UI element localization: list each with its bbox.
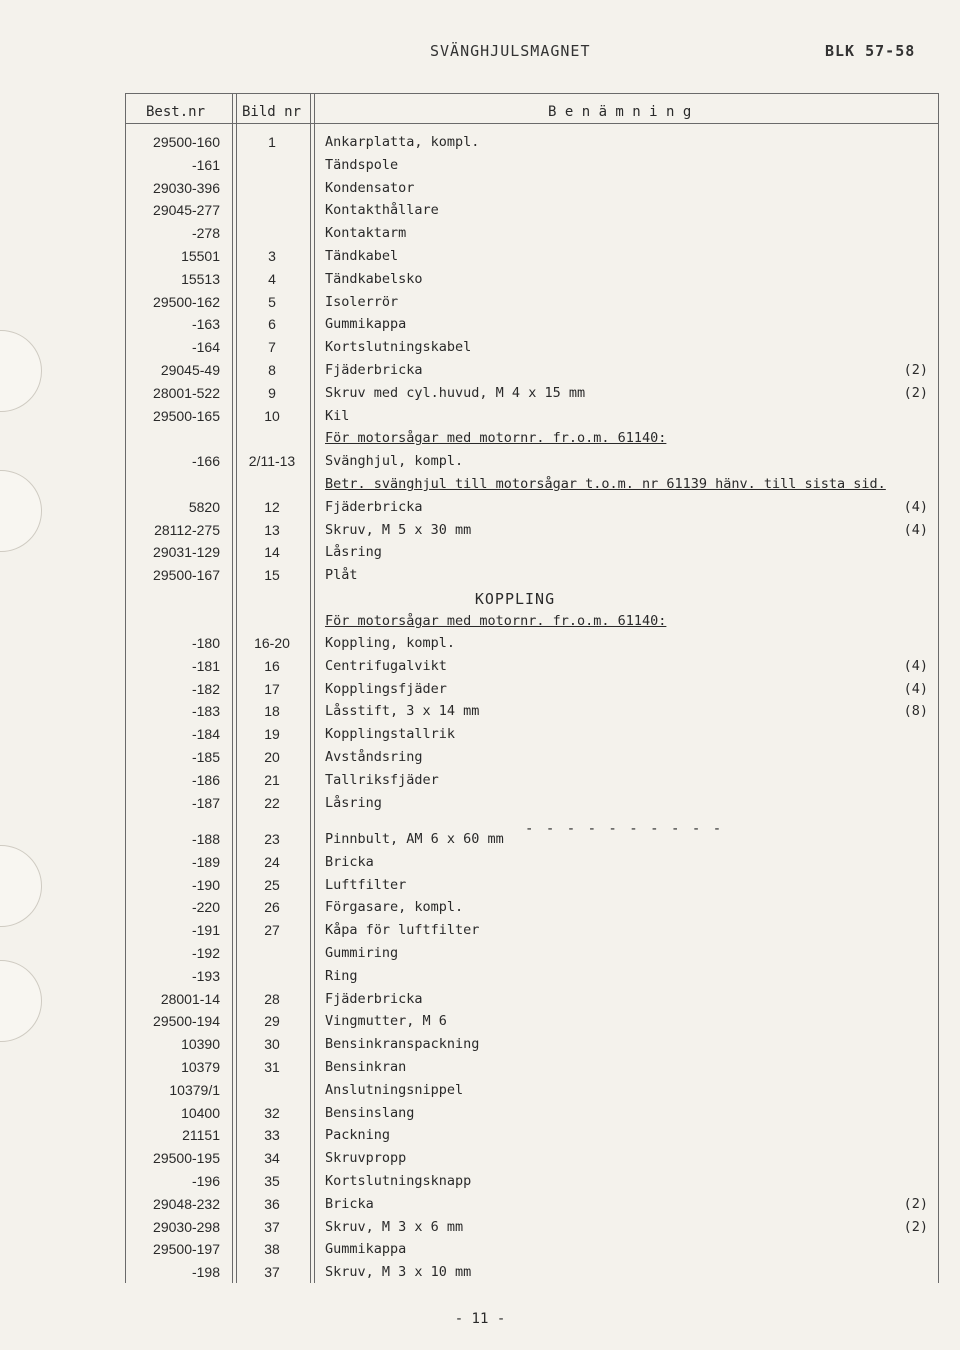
part-number: -189	[191, 853, 220, 870]
part-description: Kortslutningskabel	[325, 339, 472, 356]
part-description: Fjäderbricka	[325, 362, 423, 378]
figure-number: 5	[268, 293, 276, 310]
figure-number: 30	[264, 1036, 280, 1053]
figure-number: 27	[264, 922, 280, 939]
part-description: Pinnbult, AM 6 x 60 mm	[325, 831, 504, 847]
quantity: (2)	[903, 1195, 928, 1212]
part-number: 28001-522	[153, 384, 220, 401]
quantity: (8)	[903, 703, 928, 720]
figure-number: 14	[264, 544, 280, 561]
part-description: Skruv, M 3 x 6 mm	[325, 1218, 464, 1235]
part-description: Låsring	[325, 544, 382, 561]
column-divider	[314, 93, 315, 1283]
part-number: 28001-14	[160, 990, 220, 1007]
figure-number: 1	[268, 134, 276, 150]
part-number: -191	[191, 922, 220, 939]
figure-number: 9	[268, 384, 276, 401]
section-heading: KOPPLING	[474, 590, 556, 608]
part-description: Låsstift, 3 x 14 mm	[325, 703, 480, 720]
figure-number: 35	[264, 1173, 280, 1189]
part-number: -187	[191, 794, 220, 811]
part-description: Koppling, kompl.	[325, 635, 456, 651]
part-number: 29045-277	[153, 202, 220, 219]
part-description: Kontakthållare	[325, 202, 439, 219]
figure-number: 23	[264, 831, 280, 847]
figure-number: 8	[268, 362, 276, 378]
quantity: (2)	[903, 384, 928, 401]
part-description: För motorsågar med motornr. fr.o.m. 61140:	[325, 430, 667, 447]
part-description: Tändkabelsko	[325, 270, 423, 287]
part-description: Kondensator	[325, 179, 415, 196]
table-right-border	[938, 93, 939, 1283]
part-number: -186	[191, 771, 220, 788]
part-number: 21151	[182, 1127, 220, 1144]
part-description: Gummiring	[325, 945, 399, 961]
section-note: För motorsågar med motornr. fr.o.m. 61140:	[325, 613, 667, 629]
column-header-fig-no: Bild nr	[242, 104, 302, 120]
part-description: Gummikappa	[325, 1241, 407, 1258]
page-title: SVÄNGHJULSMAGNET	[430, 42, 591, 60]
part-description: Luftfilter	[325, 876, 407, 893]
figure-number: 28	[264, 990, 280, 1007]
punch-hole	[0, 960, 42, 1042]
part-description: Kopplingstallrik	[325, 726, 456, 743]
part-description: Kortslutningsknapp	[325, 1173, 472, 1189]
part-description: Kil	[325, 407, 350, 424]
part-number: 29030-396	[153, 179, 220, 196]
figure-number: 26	[264, 899, 280, 916]
part-description: Tändspole	[325, 156, 399, 173]
part-description: Anslutningsnippel	[325, 1081, 464, 1098]
part-description: Bensinslang	[325, 1104, 415, 1121]
part-description: Förgasare, kompl.	[325, 899, 464, 916]
page-number: - 11 -	[454, 1311, 506, 1327]
quantity: (4)	[903, 657, 928, 674]
part-description: Kåpa för luftfilter	[325, 922, 480, 939]
column-divider	[310, 93, 311, 1283]
part-number: 29031-129	[153, 544, 220, 561]
part-number: 29500-162	[153, 293, 220, 310]
figure-number: 12	[264, 498, 280, 515]
figure-number: 17	[264, 680, 280, 697]
part-description: Tändkabel	[325, 248, 399, 264]
part-description: Fjäderbricka	[325, 498, 423, 515]
part-number: -278	[191, 225, 220, 242]
part-description: Plåt	[325, 567, 358, 584]
part-number: -220	[191, 899, 220, 916]
figure-number: 29	[264, 1013, 280, 1030]
part-number: -166	[191, 453, 220, 470]
part-description: Centrifugalvikt	[325, 657, 447, 674]
figure-number: 25	[264, 876, 280, 893]
column-header-part-no: Best.nr	[146, 104, 206, 120]
separator: - - - - - - - - - -	[525, 821, 724, 838]
punch-hole	[0, 330, 42, 412]
figure-number: 18	[264, 703, 280, 720]
figure-number: 16-20	[254, 635, 290, 651]
part-number: 29045-49	[160, 362, 220, 378]
part-number: 28112-275	[154, 521, 220, 538]
table-header-rule	[125, 123, 938, 124]
part-number: -193	[191, 967, 220, 984]
figure-number: 20	[264, 749, 280, 765]
column-divider	[232, 93, 233, 1283]
part-number: -181	[191, 657, 220, 674]
part-number: -198	[191, 1264, 220, 1281]
part-description: Bensinkranspackning	[325, 1036, 480, 1053]
part-number: -180	[191, 635, 220, 651]
part-description: Vingmutter, M 6	[325, 1013, 447, 1030]
figure-number: 31	[264, 1059, 280, 1075]
figure-number: 7	[268, 339, 276, 356]
figure-number: 13	[264, 521, 280, 538]
figure-number: 15	[264, 567, 280, 584]
part-description: Betr. svänghjul till motorsågar t.o.m. nr 61139 hänv. till sista sid.	[325, 476, 886, 492]
part-description: Svänghjul, kompl.	[325, 453, 464, 470]
figure-number: 24	[264, 853, 280, 870]
figure-number: 2/11-13	[248, 453, 296, 470]
figure-number: 22	[264, 794, 280, 811]
figure-number: 3	[268, 248, 276, 264]
figure-number: 36	[264, 1195, 280, 1212]
part-description: Låsring	[325, 794, 382, 811]
part-number: -196	[191, 1173, 220, 1189]
part-description: Kontaktarm	[325, 225, 407, 242]
part-number: 29500-195	[153, 1150, 220, 1167]
part-number: 29500-160	[153, 134, 220, 150]
figure-number: 4	[268, 270, 276, 287]
part-number: -161	[191, 156, 220, 173]
part-number: 29500-197	[153, 1241, 220, 1258]
part-number: 10379/1	[169, 1081, 220, 1098]
part-description: Ankarplatta, kompl.	[325, 134, 480, 150]
part-description: Bricka	[325, 1195, 374, 1212]
figure-number: 34	[264, 1150, 280, 1167]
part-description: Skruvpropp	[325, 1150, 407, 1167]
part-description: Fjäderbricka	[325, 990, 423, 1007]
table-top-border	[125, 93, 938, 94]
quantity: (4)	[903, 521, 928, 538]
part-description: Skruv med cyl.huvud, M 4 x 15 mm	[325, 384, 586, 401]
part-description: Avståndsring	[325, 749, 423, 765]
part-description: Bensinkran	[325, 1059, 407, 1075]
part-number: -185	[191, 749, 220, 765]
part-description: Skruv, M 3 x 10 mm	[325, 1264, 472, 1281]
quantity: (4)	[903, 498, 928, 515]
part-description: Skruv, M 5 x 30 mm	[325, 521, 472, 538]
part-description: Ring	[325, 967, 358, 984]
part-description: Packning	[325, 1127, 391, 1144]
part-number: -192	[191, 945, 220, 961]
part-number: 29500-165	[153, 407, 220, 424]
part-number: 5820	[188, 498, 220, 515]
figure-number: 37	[264, 1218, 280, 1235]
part-number: -163	[191, 316, 220, 333]
part-description: Gummikappa	[325, 316, 407, 333]
part-number: 29030-298	[153, 1218, 220, 1235]
figure-number: 6	[268, 316, 276, 333]
part-number: -183	[191, 703, 220, 720]
figure-number: 10	[264, 407, 280, 424]
part-number: 29500-194	[153, 1013, 220, 1030]
figure-number: 32	[264, 1104, 280, 1121]
quantity: (2)	[903, 1218, 928, 1235]
punch-hole	[0, 845, 42, 927]
part-number: -188	[191, 831, 220, 847]
part-number: -182	[191, 680, 220, 697]
part-number: 15513	[181, 270, 220, 287]
page-code: BLK 57-58	[825, 42, 916, 60]
part-number: 29048-232	[153, 1195, 220, 1212]
part-number: -190	[191, 876, 220, 893]
figure-number: 16	[264, 657, 280, 674]
figure-number: 33	[264, 1127, 280, 1144]
part-number: 10400	[181, 1104, 220, 1121]
part-description: Tallriksfjäder	[325, 771, 439, 788]
figure-number: 21	[264, 771, 280, 788]
quantity: (4)	[903, 680, 928, 697]
part-description: Kopplingsfjäder	[325, 680, 447, 697]
part-number: 29500-167	[153, 567, 220, 584]
column-header-name: B e n ä m n i n g	[548, 104, 692, 120]
part-number: -184	[191, 726, 220, 743]
part-description: Isolerrör	[325, 293, 399, 310]
figure-number: 38	[264, 1241, 280, 1258]
part-number: 15501	[181, 248, 220, 264]
part-description: Bricka	[325, 853, 374, 870]
figure-number: 19	[264, 726, 280, 743]
part-number: -164	[191, 339, 220, 356]
quantity: (2)	[903, 362, 928, 378]
part-number: 10379	[181, 1059, 220, 1075]
punch-hole	[0, 470, 42, 552]
part-number: 10390	[181, 1036, 220, 1053]
figure-number: 37	[264, 1264, 280, 1281]
